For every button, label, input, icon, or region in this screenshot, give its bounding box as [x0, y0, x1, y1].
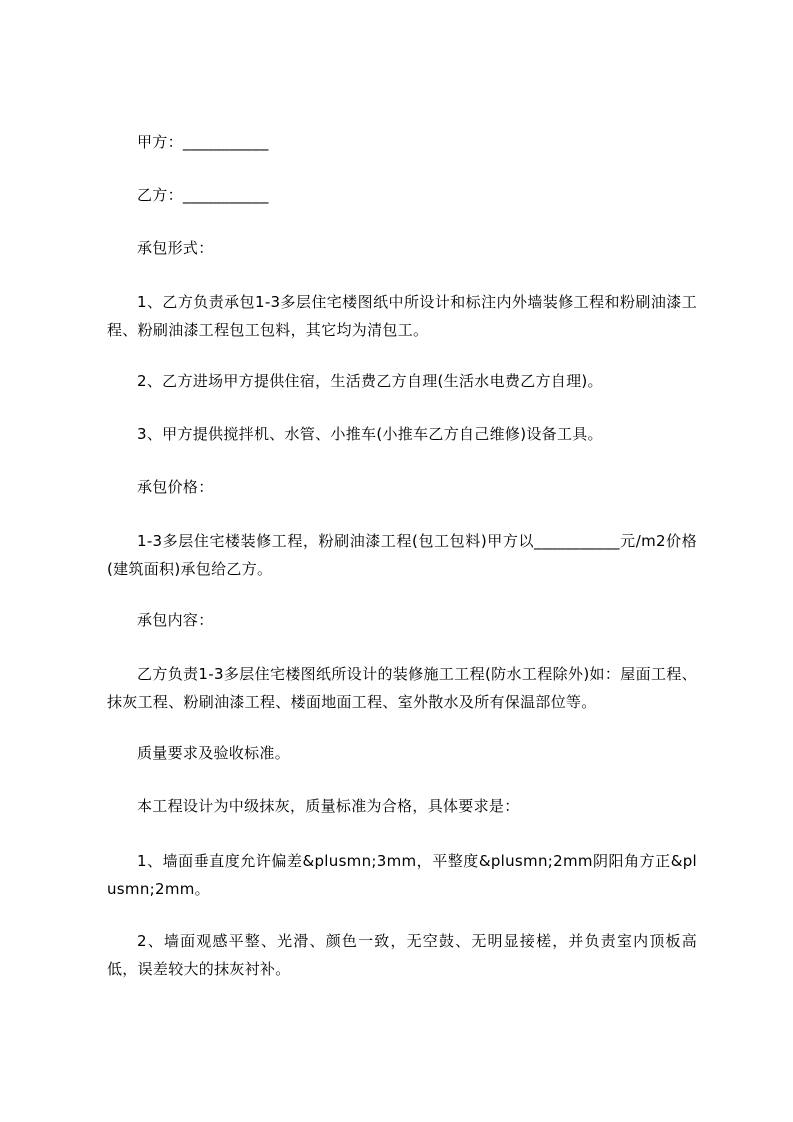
- price-text-before: 1-3多层住宅楼装修工程，粉刷油漆工程(包工包料)甲方以: [137, 532, 535, 550]
- form-item-1: 1、乙方负责承包1-3多层住宅楼图纸中所设计和标注内外墙装修工程和粉刷油漆工程、粉刷油漆工程包工包料，其它均为清包工。: [107, 293, 697, 339]
- party-b-blank: ___________: [182, 186, 269, 204]
- price-blank: ___________: [534, 532, 620, 550]
- quality-item-2: 2、墙面观感平整、光滑、颜色一致，无空鼓、无明显接槎，并负责室内顶板高低，误差较大的抹灰衬补。: [107, 932, 697, 978]
- party-a-blank: ___________: [182, 133, 269, 151]
- content-paragraph: 乙方负责1-3多层住宅楼图纸所设计的装修施工工程(防水工程除外)如：屋面工程、抹灰工程、粉刷油漆工程、楼面地面工程、室外散水及所有保温部位等。: [107, 665, 697, 711]
- content-heading: 承包内容：: [137, 611, 214, 629]
- party-a-line: [107, 128, 697, 156]
- quality-intro: 本工程设计为中级抹灰，质量标准为合格，具体要求是：: [137, 797, 520, 815]
- quality-heading: 质量要求及验收标准。: [137, 744, 291, 762]
- contract-form-heading: 承包形式：: [137, 239, 214, 257]
- form-item-2: 2、乙方进场甲方提供住宿，生活费乙方自理(生活水电费乙方自理)。: [137, 372, 603, 390]
- quality-item-1: 1、墙面垂直度允许偏差&plusmn;3mm，平整度&plusmn;2mm阴阳角方正&plusmn;2mm。: [107, 852, 697, 898]
- price-paragraph: [107, 527, 697, 583]
- party-b-line: [107, 181, 697, 209]
- party-a-label: 甲方：: [137, 133, 183, 151]
- price-heading: 承包价格：: [137, 478, 214, 496]
- form-item-3: 3、甲方提供搅拌机、水管、小推车(小推车乙方自己维修)设备工具。: [137, 425, 603, 443]
- price-text-after: 元/m2价格(建筑面积)承包给乙方。: [107, 532, 697, 578]
- party-b-label: 乙方：: [137, 186, 183, 204]
